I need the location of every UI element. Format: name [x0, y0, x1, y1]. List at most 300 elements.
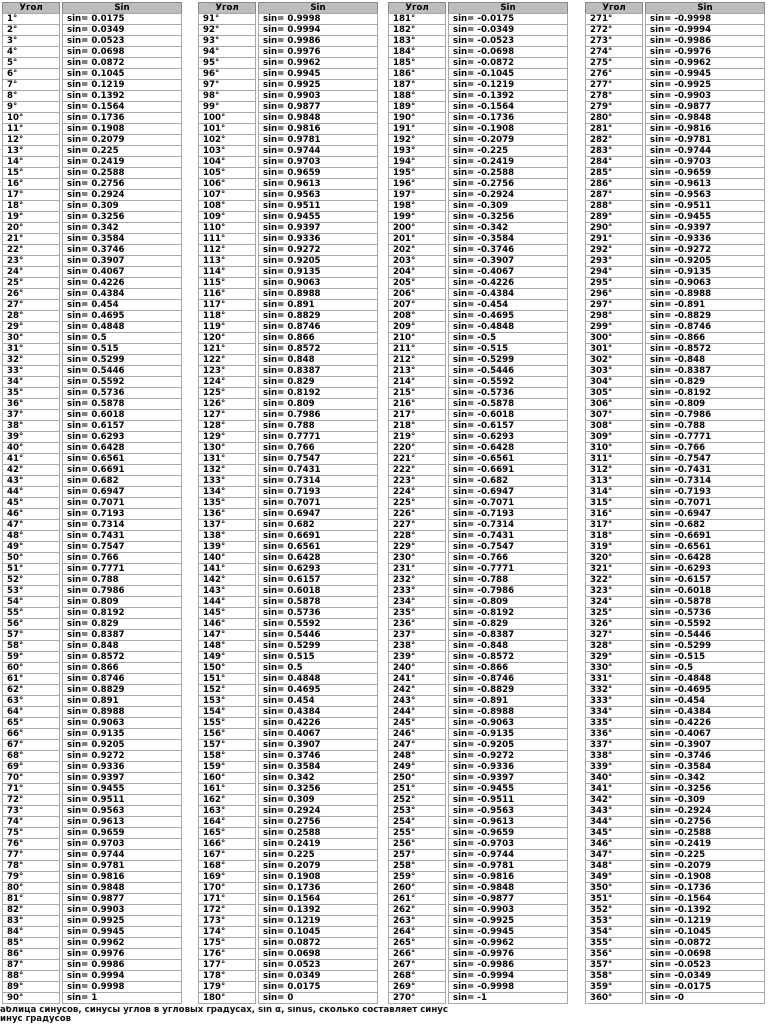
angle-cell: 40° [2, 442, 60, 454]
angle-cell: 328° [585, 640, 643, 652]
angle-cell: 56° [2, 618, 60, 630]
table-row [388, 365, 568, 376]
sin-value-cell: sin= -0.9986 [645, 35, 765, 47]
angle-cell: 179° [198, 981, 256, 993]
angle-cell: 158° [198, 750, 256, 762]
sin-value-cell: sin= -0.9455 [645, 211, 765, 223]
sin-value-cell: sin= -0.9272 [448, 750, 568, 762]
table-row [198, 255, 378, 266]
sin-value-cell: sin= 0.4226 [62, 277, 182, 289]
table-row [585, 585, 765, 596]
angle-cell: 75° [2, 827, 60, 839]
angle-cell: 125° [198, 387, 256, 399]
angle-cell: 229° [388, 541, 446, 553]
table-row [2, 728, 182, 739]
angle-cell: 83° [2, 915, 60, 927]
sin-value-cell: sin= 0.8746 [258, 321, 378, 333]
table-row [388, 794, 568, 805]
sin-value-cell: sin= -0.6157 [645, 574, 765, 586]
sin-value-cell: sin= -0.2419 [645, 838, 765, 850]
angle-cell: 227° [388, 519, 446, 531]
sin-value-cell: sin= -0.6428 [448, 442, 568, 454]
table-row [388, 35, 568, 46]
angle-cell: 24° [2, 266, 60, 278]
angle-cell: 61° [2, 673, 60, 685]
sin-value-cell: sin= -0.9703 [448, 838, 568, 850]
table-row [2, 662, 182, 673]
table-row [198, 871, 378, 882]
sin-value-cell: sin= 0.3746 [62, 244, 182, 256]
angle-cell: 176° [198, 948, 256, 960]
sin-value-cell: sin= 0.7071 [258, 497, 378, 509]
angle-cell: 121° [198, 343, 256, 355]
sin-value-cell: sin= -0.9613 [645, 178, 765, 190]
angle-cell: 354° [585, 926, 643, 938]
sin-value-cell: sin= 0.7314 [62, 519, 182, 531]
angle-cell: 340° [585, 772, 643, 784]
table-row [585, 838, 765, 849]
sin-value-cell: sin= -0.1736 [448, 112, 568, 124]
table-row [388, 57, 568, 68]
angle-cell: 175° [198, 937, 256, 949]
sin-value-cell: sin= -0.848 [448, 640, 568, 652]
angle-cell: 93° [198, 35, 256, 47]
sin-value-cell: sin= 0.3256 [62, 211, 182, 223]
table-row [388, 882, 568, 893]
angle-cell: 199° [388, 211, 446, 223]
sin-value-cell: sin= -0.454 [448, 299, 568, 311]
angle-cell: 132° [198, 464, 256, 476]
sin-value-cell: sin= -0.342 [448, 222, 568, 234]
table-row [198, 134, 378, 145]
sin-value-cell: sin= -0.2756 [448, 178, 568, 190]
angle-cell: 219° [388, 431, 446, 443]
table-row [585, 816, 765, 827]
angle-cell: 84° [2, 926, 60, 938]
angle-cell: 147° [198, 629, 256, 641]
sin-value-cell: sin= -0.9998 [448, 981, 568, 993]
table-row [198, 68, 378, 79]
table-row [2, 871, 182, 882]
sin-value-cell: sin= 0.309 [62, 200, 182, 212]
table-row [198, 794, 378, 805]
table-row [585, 805, 765, 816]
table-row [2, 420, 182, 431]
sin-value-cell: sin= 0.1908 [258, 871, 378, 883]
sin-value-cell: sin= -0.0523 [448, 35, 568, 47]
sin-value-cell: sin= 0.3584 [62, 233, 182, 245]
angle-cell: 82° [2, 904, 60, 916]
angle-cell: 134° [198, 486, 256, 498]
table-row [198, 123, 378, 134]
sin-value-cell: sin= 0.9613 [258, 178, 378, 190]
angle-cell: 170° [198, 882, 256, 894]
angle-cell: 343° [585, 805, 643, 817]
sin-value-cell: sin= 0.9511 [258, 200, 378, 212]
table-row [585, 453, 765, 464]
sin-value-cell: sin= -0.1564 [448, 101, 568, 113]
table-row [388, 332, 568, 343]
table-row [198, 530, 378, 541]
angle-cell: 86° [2, 948, 60, 960]
table-row [388, 629, 568, 640]
sin-value-cell: sin= 0.6691 [258, 530, 378, 542]
angle-cell: 165° [198, 827, 256, 839]
angle-cell: 266° [388, 948, 446, 960]
angle-cell: 296° [585, 288, 643, 300]
angle-cell: 212° [388, 354, 446, 366]
sin-value-cell: sin= 0.829 [258, 376, 378, 388]
angle-cell: 143° [198, 585, 256, 597]
angle-cell: 232° [388, 574, 446, 586]
sin-value-cell: sin= -0.9781 [448, 860, 568, 872]
sin-value-cell: sin= 0.9659 [62, 827, 182, 839]
angle-cell: 273° [585, 35, 643, 47]
table-row [585, 508, 765, 519]
caption-line-2: инус градусов [0, 1015, 72, 1024]
angle-cell: 308° [585, 420, 643, 432]
sin-value-cell: sin= -0.9925 [448, 915, 568, 927]
sin-value-cell: sin= 0.866 [62, 662, 182, 674]
table-row [388, 431, 568, 442]
sin-value-cell: sin= 0.5592 [258, 618, 378, 630]
table-row [198, 497, 378, 508]
angle-cell: 358° [585, 970, 643, 982]
sin-value-cell: sin= -0.6018 [448, 409, 568, 421]
angle-cell: 108° [198, 200, 256, 212]
angle-cell: 252° [388, 794, 446, 806]
table-row [198, 420, 378, 431]
sin-value-cell: sin= -0.5299 [645, 640, 765, 652]
table-row [2, 310, 182, 321]
angle-cell: 18° [2, 200, 60, 212]
sin-value-cell: sin= -0.8192 [645, 387, 765, 399]
table-row [585, 420, 765, 431]
sin-value-cell: sin= -0.8572 [448, 651, 568, 663]
sin-value-cell: sin= -0.2419 [448, 156, 568, 168]
angle-cell: 337° [585, 739, 643, 751]
table-row [388, 321, 568, 332]
angle-cell: 307° [585, 409, 643, 421]
table-row [198, 266, 378, 277]
angle-cell: 249° [388, 761, 446, 773]
sin-value-cell: sin= -0.788 [645, 420, 765, 432]
angle-cell: 47° [2, 519, 60, 531]
angle-cell: 4° [2, 46, 60, 58]
table-row [388, 409, 568, 420]
sin-value-cell: sin= 0.7547 [258, 453, 378, 465]
sine-table-1 [2, 2, 182, 1006]
sin-value-cell: sin= -0.9455 [448, 783, 568, 795]
sin-value-cell: sin= -0.9205 [448, 739, 568, 751]
sin-value-cell: sin= 0.0175 [258, 981, 378, 993]
table-row [198, 112, 378, 123]
table-row [388, 695, 568, 706]
sin-value-cell: sin= -0.7193 [448, 508, 568, 520]
angle-cell: 352° [585, 904, 643, 916]
sin-value-cell: sin= -0.6293 [448, 431, 568, 443]
sin-value-cell: sin= -0.9563 [645, 189, 765, 201]
angle-cell: 146° [198, 618, 256, 630]
sin-value-cell: sin= 0.3746 [258, 750, 378, 762]
sin-value-cell: sin= -0.1392 [645, 904, 765, 916]
angle-cell: 177° [198, 959, 256, 971]
angle-cell: 182° [388, 24, 446, 36]
sin-value-cell: sin= -0.1392 [448, 90, 568, 102]
table-row [2, 706, 182, 717]
table-row [388, 376, 568, 387]
sin-value-cell: sin= 0.0349 [62, 24, 182, 36]
table-row [585, 35, 765, 46]
sin-value-cell: sin= 0.9986 [258, 35, 378, 47]
sin-value-cell: sin= -0.6691 [448, 464, 568, 476]
table-row [2, 937, 182, 948]
sin-value-cell: sin= 0.4695 [258, 684, 378, 696]
angle-cell: 19° [2, 211, 60, 223]
angle-cell: 339° [585, 761, 643, 773]
table-row [585, 750, 765, 761]
angle-cell: 94° [198, 46, 256, 58]
table-row [198, 211, 378, 222]
angle-cell: 331° [585, 673, 643, 685]
sin-value-cell: sin= 0.9455 [258, 211, 378, 223]
angle-cell: 122° [198, 354, 256, 366]
table-row [585, 948, 765, 959]
table-row [585, 354, 765, 365]
table-row [2, 695, 182, 706]
table-row [2, 90, 182, 101]
sin-value-cell: sin= -0.3746 [448, 244, 568, 256]
sin-value-cell: sin= -0.788 [448, 574, 568, 586]
table-row [388, 783, 568, 794]
angle-cell: 103° [198, 145, 256, 157]
sin-value-cell: sin= 0.9659 [258, 167, 378, 179]
table-row [2, 222, 182, 233]
angle-cell: 201° [388, 233, 446, 245]
sin-value-cell: sin= -0.891 [645, 299, 765, 311]
sin-value-cell: sin= 0.9703 [258, 156, 378, 168]
table-row [198, 376, 378, 387]
table-row [2, 189, 182, 200]
sin-value-cell: sin= 0.682 [62, 475, 182, 487]
table-row [198, 838, 378, 849]
sin-value-cell: sin= -0.6428 [645, 552, 765, 564]
sin-value-cell: sin= -0.0523 [645, 959, 765, 971]
sin-value-cell: sin= 0.8192 [62, 607, 182, 619]
header-angle: Угол [2, 2, 60, 14]
sin-value-cell: sin= -0.7431 [645, 464, 765, 476]
angle-cell: 164° [198, 816, 256, 828]
angle-cell: 78° [2, 860, 60, 872]
sin-value-cell: sin= 0.6157 [258, 574, 378, 586]
angle-cell: 79° [2, 871, 60, 883]
table-row [2, 882, 182, 893]
table-row [388, 189, 568, 200]
angle-cell: 67° [2, 739, 60, 751]
sin-value-cell: sin= -0.848 [645, 354, 765, 366]
angle-cell: 355° [585, 937, 643, 949]
table-row [388, 24, 568, 35]
table-row [198, 750, 378, 761]
sin-value-cell: sin= -0.6293 [645, 563, 765, 575]
angle-cell: 311° [585, 453, 643, 465]
angle-cell: 166° [198, 838, 256, 850]
angle-cell: 149° [198, 651, 256, 663]
table-row [388, 904, 568, 915]
sin-value-cell: sin= 0.5446 [62, 365, 182, 377]
table-row [585, 288, 765, 299]
sin-value-cell: sin= -0.6947 [645, 508, 765, 520]
table-row [2, 233, 182, 244]
sin-value-cell: sin= 0.766 [258, 442, 378, 454]
table-row [2, 607, 182, 618]
sin-value-cell: sin= 0.848 [258, 354, 378, 366]
table-row [2, 948, 182, 959]
angle-cell: 267° [388, 959, 446, 971]
sin-value-cell: sin= 0.9272 [258, 244, 378, 256]
angle-cell: 113° [198, 255, 256, 267]
sin-value-cell: sin= 0.0872 [62, 57, 182, 69]
table-row [198, 486, 378, 497]
table-row [2, 123, 182, 134]
angle-cell: 151° [198, 673, 256, 685]
sin-value-cell: sin= -0.5736 [645, 607, 765, 619]
sin-value-cell: sin= 0.515 [62, 343, 182, 355]
sin-value-cell: sin= -0.7314 [448, 519, 568, 531]
angle-cell: 138° [198, 530, 256, 542]
table-row [585, 992, 765, 1003]
sin-value-cell: sin= 0.2756 [62, 178, 182, 190]
sin-value-cell: sin= -0.9744 [448, 849, 568, 861]
table-row [2, 453, 182, 464]
angle-cell: 265° [388, 937, 446, 949]
table-row [388, 596, 568, 607]
sin-value-cell: sin= 0.9848 [258, 112, 378, 124]
table-row [198, 200, 378, 211]
sin-value-cell: sin= 0.454 [62, 299, 182, 311]
table-row [2, 167, 182, 178]
sin-value-cell: sin= -0.9659 [645, 167, 765, 179]
table-row [585, 409, 765, 420]
table-row [388, 475, 568, 486]
header-angle: Угол [388, 2, 446, 14]
sin-value-cell: sin= 0.9397 [258, 222, 378, 234]
angle-cell: 71° [2, 783, 60, 795]
table-row [585, 475, 765, 486]
angle-cell: 301° [585, 343, 643, 355]
angle-cell: 142° [198, 574, 256, 586]
sin-value-cell: sin= -0.0698 [448, 46, 568, 58]
angle-cell: 57° [2, 629, 60, 641]
table-row [585, 552, 765, 563]
table-row [585, 112, 765, 123]
angle-cell: 268° [388, 970, 446, 982]
angle-cell: 54° [2, 596, 60, 608]
table-row [388, 915, 568, 926]
angle-cell: 59° [2, 651, 60, 663]
sin-value-cell: sin= 0.342 [258, 772, 378, 784]
table-row [2, 497, 182, 508]
table-row [198, 585, 378, 596]
table-row [585, 321, 765, 332]
sin-value-cell: sin= -0.9962 [645, 57, 765, 69]
table-row [388, 805, 568, 816]
angle-cell: 88° [2, 970, 60, 982]
table-row [198, 574, 378, 585]
table-row [198, 35, 378, 46]
table-row [585, 849, 765, 860]
sin-value-cell: sin= 0.225 [62, 145, 182, 157]
table-row [585, 673, 765, 684]
table-row [388, 706, 568, 717]
angle-cell: 17° [2, 189, 60, 201]
angle-cell: 2° [2, 24, 60, 36]
sin-value-cell: sin= 0.9903 [62, 904, 182, 916]
table-row [2, 442, 182, 453]
angle-cell: 300° [585, 332, 643, 344]
angle-cell: 98° [198, 90, 256, 102]
angle-cell: 34° [2, 376, 60, 388]
angle-cell: 278° [585, 90, 643, 102]
angle-cell: 215° [388, 387, 446, 399]
header-sin: Sin [62, 2, 182, 14]
sin-value-cell: sin= -0.9903 [645, 90, 765, 102]
angle-cell: 253° [388, 805, 446, 817]
angle-cell: 16° [2, 178, 60, 190]
angle-cell: 241° [388, 673, 446, 685]
sin-value-cell: sin= -0.0698 [645, 948, 765, 960]
angle-cell: 107° [198, 189, 256, 201]
table-row [198, 992, 378, 1003]
table-row [585, 937, 765, 948]
table-row [198, 464, 378, 475]
sin-value-cell: sin= -0.4226 [645, 717, 765, 729]
angle-cell: 236° [388, 618, 446, 630]
sin-value-cell: sin= 0.6293 [62, 431, 182, 443]
angle-cell: 22° [2, 244, 60, 256]
table-row [198, 728, 378, 739]
sin-value-cell: sin= 0.5878 [62, 398, 182, 410]
table-row [388, 585, 568, 596]
angle-cell: 62° [2, 684, 60, 696]
table-row [2, 101, 182, 112]
table-row [585, 904, 765, 915]
table-row [388, 816, 568, 827]
sin-value-cell: sin= -0.5878 [448, 398, 568, 410]
sin-value-cell: sin= 0.342 [62, 222, 182, 234]
sin-value-cell: sin= 0.0349 [258, 970, 378, 982]
sin-value-cell: sin= -0.9272 [645, 244, 765, 256]
table-row [388, 970, 568, 981]
angle-cell: 302° [585, 354, 643, 366]
table-row [2, 618, 182, 629]
angle-cell: 30° [2, 332, 60, 344]
angle-cell: 91° [198, 13, 256, 25]
angle-cell: 283° [585, 145, 643, 157]
sin-value-cell: sin= -0.1908 [448, 123, 568, 135]
table-row [198, 739, 378, 750]
angle-cell: 141° [198, 563, 256, 575]
sin-value-cell: sin= -0.829 [448, 618, 568, 630]
angle-cell: 198° [388, 200, 446, 212]
sin-value-cell: sin= -0.0872 [645, 937, 765, 949]
sin-value-cell: sin= -0.3256 [645, 783, 765, 795]
table-row [585, 244, 765, 255]
angle-cell: 133° [198, 475, 256, 487]
angle-cell: 204° [388, 266, 446, 278]
angle-cell: 347° [585, 849, 643, 861]
table-row [388, 277, 568, 288]
